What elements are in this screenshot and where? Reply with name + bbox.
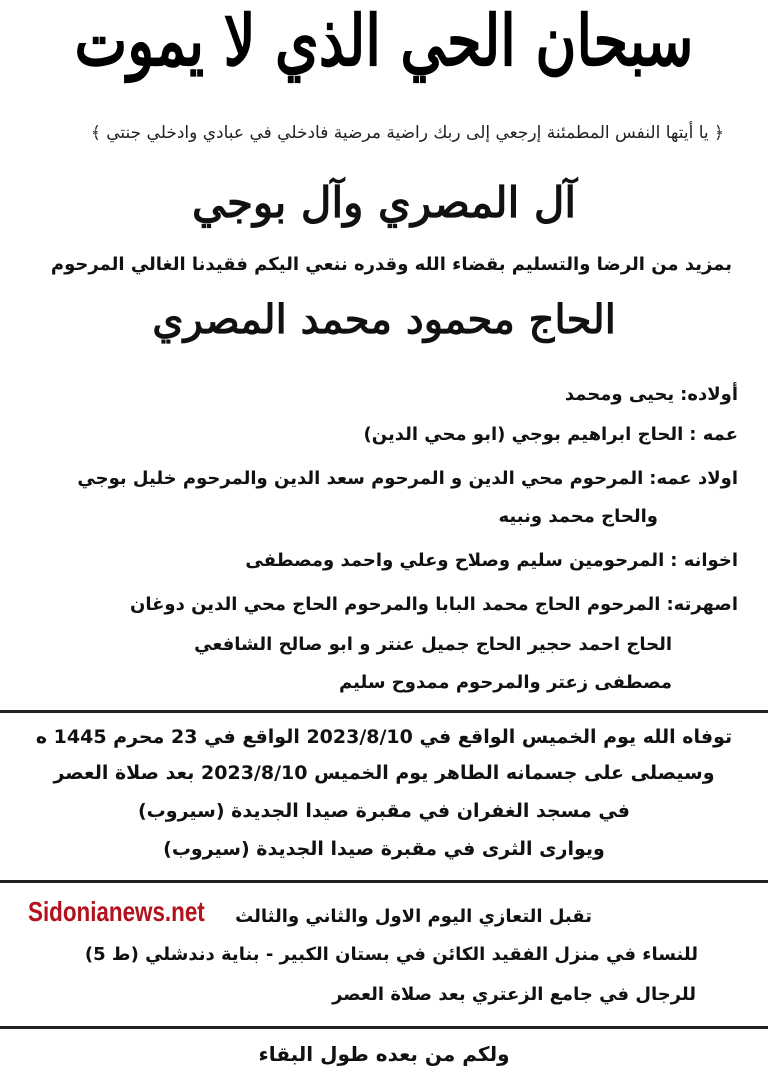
inlaws-value: المرحوم الحاج محمد البابا والمرحوم الحاج محي الدين دوغان (130, 594, 661, 615)
inlaws-row (130, 594, 738, 615)
inlaws-value-line2: الحاج احمد حجير الحاج جميل عنتر و ابو صالح الشافعي (194, 634, 672, 655)
cousins-value: المرحوم محي الدين و المرحوم سعد الدين والمرحوم خليل بوجي (77, 468, 644, 489)
children-value: يحيى ومحمد (564, 384, 675, 405)
brothers-value: المرحومين سليم وصلاح وعلي واحمد ومصطفى (245, 550, 665, 571)
quran-verse: ﴿ يا أيتها النفس المطمئنة إرجعي إلى ربك راضية مرضية فادخلي في عبادي وادخلي جنتي ﴾ (90, 123, 724, 143)
prayer-location-line: في مسجد الغفران في مقبرة صيدا الجديدة (سيروب) (138, 800, 630, 822)
cousins-label: اولاد عمه: (649, 468, 738, 489)
divider-top (0, 710, 768, 713)
divider-middle (0, 880, 768, 883)
condolence-women: للنساء في منزل الفقيد الكائن في بستان الكبير - بناية دندشلي (ط 5) (84, 944, 698, 965)
family-name: آل المصري وآل بوجي (191, 178, 577, 227)
cousins-row (77, 468, 738, 489)
inlaws-value-line3: مصطفى زعتر والمرحوم ممدوح سليم (339, 672, 672, 693)
site-watermark: Sidonianews.net (28, 896, 205, 927)
calligraphy-header: سبحان الحي الذي لا يموت (74, 0, 694, 83)
condolence-days: تقبل التعازي اليوم الاول والثاني والثالث (235, 906, 592, 927)
condolence-men: للرجال في جامع الزعتري بعد صلاة العصر (332, 984, 696, 1005)
children-label: أولاده: (680, 384, 738, 405)
inlaws-label: اصهرته: (666, 594, 738, 615)
brothers-label: اخوانه : (670, 550, 738, 571)
burial-line: ويوارى الثرى في مقبرة صيدا الجديدة (سيروب) (163, 838, 605, 860)
uncle-value: الحاج ابراهيم بوجي (ابو محي الدين) (363, 424, 684, 445)
deceased-name: الحاج محمود محمد المصري (152, 296, 616, 343)
cousins-value-continued: والحاج محمد ونبيه (498, 506, 658, 527)
prayer-line: وسيصلى على جسمانه الطاهر يوم الخميس 2023/8/10 بعد صلاة العصر (53, 762, 715, 784)
death-date-line: توفاه الله يوم الخميس الواقع في 2023/8/10 الواقع في 23 محرم 1445 ه (35, 726, 733, 748)
brothers-row (245, 550, 738, 571)
uncle-label: عمه : (689, 424, 738, 445)
intro-text: بمزيد من الرضا والتسليم بقضاء الله وقدره ننعي اليكم فقيدنا الغالي المرحوم (50, 254, 732, 275)
children-row (565, 384, 738, 405)
closing-line: ولكم من بعده طول البقاء (258, 1042, 510, 1066)
uncle-row (364, 424, 738, 445)
divider-bottom (0, 1026, 768, 1029)
